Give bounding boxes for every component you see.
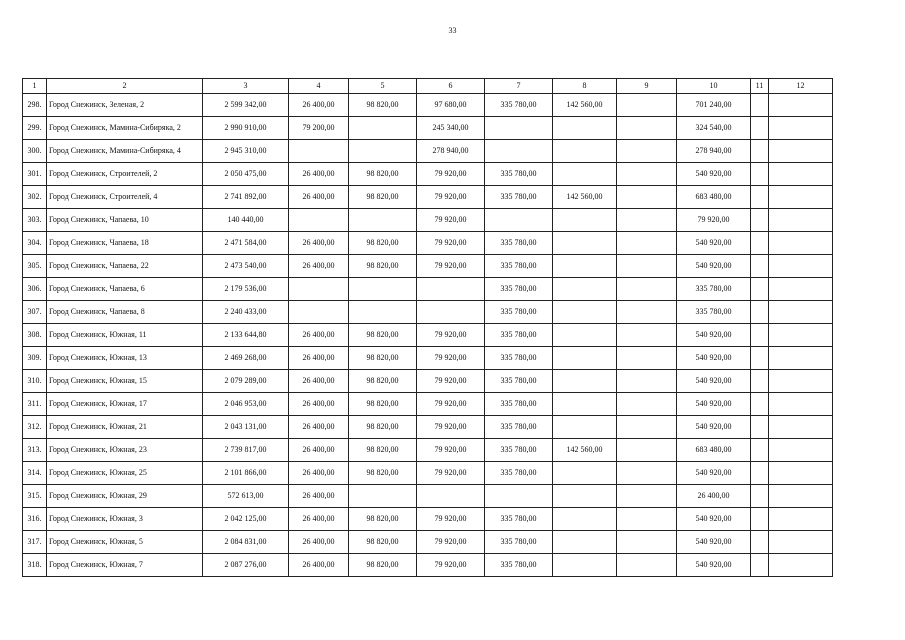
value-cell <box>751 255 769 278</box>
value-cell <box>769 301 833 324</box>
address-cell: Город Снежинск, Южная, 21 <box>47 416 203 439</box>
value-cell: 335 780,00 <box>485 393 553 416</box>
value-cell <box>617 462 677 485</box>
value-cell: 2 739 817,00 <box>203 439 289 462</box>
value-cell: 79 920,00 <box>417 508 485 531</box>
value-cell <box>553 255 617 278</box>
row-number-cell: 317. <box>23 531 47 554</box>
value-cell <box>617 324 677 347</box>
value-cell: 26 400,00 <box>289 439 349 462</box>
value-cell: 26 400,00 <box>289 393 349 416</box>
value-cell: 98 820,00 <box>349 347 417 370</box>
value-cell: 335 780,00 <box>485 163 553 186</box>
column-header-8: 8 <box>553 79 617 94</box>
value-cell <box>485 485 553 508</box>
value-cell: 335 780,00 <box>485 232 553 255</box>
value-cell <box>617 94 677 117</box>
value-cell: 2 133 644,80 <box>203 324 289 347</box>
row-number-cell: 302. <box>23 186 47 209</box>
table-row <box>23 186 833 209</box>
value-cell <box>769 462 833 485</box>
value-cell <box>769 186 833 209</box>
value-cell: 245 340,00 <box>417 117 485 140</box>
value-cell <box>769 117 833 140</box>
value-cell: 26 400,00 <box>289 186 349 209</box>
value-cell <box>553 301 617 324</box>
value-cell: 140 440,00 <box>203 209 289 232</box>
address-cell: Город Снежинск, Зеленая, 2 <box>47 94 203 117</box>
value-cell <box>769 347 833 370</box>
row-number-cell: 314. <box>23 462 47 485</box>
value-cell: 26 400,00 <box>289 531 349 554</box>
address-cell: Город Снежинск, Чапаева, 18 <box>47 232 203 255</box>
value-cell: 540 920,00 <box>677 324 751 347</box>
value-cell <box>769 485 833 508</box>
value-cell <box>289 140 349 163</box>
value-cell <box>553 554 617 577</box>
value-cell <box>349 485 417 508</box>
value-cell <box>553 531 617 554</box>
value-cell: 26 400,00 <box>289 163 349 186</box>
column-header-4: 4 <box>289 79 349 94</box>
value-cell <box>751 301 769 324</box>
value-cell <box>751 186 769 209</box>
value-cell <box>553 370 617 393</box>
value-cell <box>769 278 833 301</box>
value-cell <box>349 301 417 324</box>
value-cell: 335 780,00 <box>485 531 553 554</box>
value-cell <box>553 508 617 531</box>
table-row <box>23 370 833 393</box>
row-number-cell: 300. <box>23 140 47 163</box>
value-cell: 335 780,00 <box>485 301 553 324</box>
value-cell <box>751 508 769 531</box>
value-cell: 142 560,00 <box>553 186 617 209</box>
value-cell <box>617 370 677 393</box>
value-cell <box>751 94 769 117</box>
value-cell <box>617 439 677 462</box>
value-cell <box>553 324 617 347</box>
value-cell: 701 240,00 <box>677 94 751 117</box>
value-cell <box>751 347 769 370</box>
value-cell <box>553 462 617 485</box>
row-number-cell: 315. <box>23 485 47 508</box>
value-cell: 572 613,00 <box>203 485 289 508</box>
address-cell: Город Снежинск, Чапаева, 8 <box>47 301 203 324</box>
value-cell <box>485 209 553 232</box>
table-row <box>23 140 833 163</box>
value-cell <box>553 347 617 370</box>
value-cell <box>617 163 677 186</box>
value-cell <box>617 117 677 140</box>
table-row <box>23 163 833 186</box>
row-number-cell: 305. <box>23 255 47 278</box>
value-cell: 540 920,00 <box>677 232 751 255</box>
row-number-cell: 304. <box>23 232 47 255</box>
value-cell <box>769 554 833 577</box>
value-cell <box>289 209 349 232</box>
value-cell: 2 471 584,00 <box>203 232 289 255</box>
value-cell: 98 820,00 <box>349 554 417 577</box>
value-cell: 79 920,00 <box>417 209 485 232</box>
value-cell: 2 741 892,00 <box>203 186 289 209</box>
value-cell <box>617 508 677 531</box>
value-cell <box>617 531 677 554</box>
value-cell <box>553 232 617 255</box>
column-header-6: 6 <box>417 79 485 94</box>
value-cell: 79 920,00 <box>417 255 485 278</box>
column-header-10: 10 <box>677 79 751 94</box>
value-cell: 98 820,00 <box>349 393 417 416</box>
value-cell <box>769 439 833 462</box>
row-number-cell: 301. <box>23 163 47 186</box>
column-header-7: 7 <box>485 79 553 94</box>
address-cell: Город Снежинск, Строителей, 2 <box>47 163 203 186</box>
address-cell: Город Снежинск, Чапаева, 6 <box>47 278 203 301</box>
value-cell <box>769 94 833 117</box>
value-cell <box>751 370 769 393</box>
table-row <box>23 554 833 577</box>
row-number-cell: 318. <box>23 554 47 577</box>
value-cell <box>769 232 833 255</box>
value-cell: 26 400,00 <box>289 485 349 508</box>
table-row <box>23 485 833 508</box>
value-cell: 335 780,00 <box>485 255 553 278</box>
value-cell <box>751 416 769 439</box>
address-cell: Город Снежинск, Южная, 13 <box>47 347 203 370</box>
value-cell: 79 920,00 <box>417 416 485 439</box>
value-cell <box>553 485 617 508</box>
value-cell: 2 042 125,00 <box>203 508 289 531</box>
value-cell <box>769 324 833 347</box>
row-number-cell: 312. <box>23 416 47 439</box>
value-cell: 335 780,00 <box>485 278 553 301</box>
value-cell: 79 920,00 <box>417 232 485 255</box>
value-cell: 98 820,00 <box>349 416 417 439</box>
value-cell: 335 780,00 <box>677 301 751 324</box>
value-cell <box>349 117 417 140</box>
value-cell: 79 920,00 <box>417 439 485 462</box>
value-cell <box>289 278 349 301</box>
value-cell: 2 043 131,00 <box>203 416 289 439</box>
value-cell: 2 990 910,00 <box>203 117 289 140</box>
value-cell: 540 920,00 <box>677 370 751 393</box>
value-cell <box>553 209 617 232</box>
row-number-cell: 308. <box>23 324 47 347</box>
address-cell: Город Снежинск, Южная, 5 <box>47 531 203 554</box>
data-table <box>22 78 833 577</box>
address-cell: Город Снежинск, Южная, 3 <box>47 508 203 531</box>
value-cell: 79 920,00 <box>677 209 751 232</box>
value-cell: 79 920,00 <box>417 393 485 416</box>
value-cell: 98 820,00 <box>349 186 417 209</box>
value-cell: 335 780,00 <box>485 508 553 531</box>
address-cell: Город Снежинск, Мамина-Сибиряка, 2 <box>47 117 203 140</box>
row-number-cell: 307. <box>23 301 47 324</box>
value-cell: 2 469 268,00 <box>203 347 289 370</box>
table-row <box>23 531 833 554</box>
address-cell: Город Снежинск, Южная, 17 <box>47 393 203 416</box>
value-cell <box>751 117 769 140</box>
value-cell <box>751 439 769 462</box>
value-cell: 335 780,00 <box>485 186 553 209</box>
table-body <box>23 94 833 577</box>
value-cell: 79 920,00 <box>417 347 485 370</box>
value-cell <box>553 163 617 186</box>
value-cell: 98 820,00 <box>349 508 417 531</box>
value-cell <box>617 416 677 439</box>
value-cell <box>751 163 769 186</box>
column-header-11: 11 <box>751 79 769 94</box>
value-cell <box>769 209 833 232</box>
value-cell <box>617 209 677 232</box>
value-cell <box>617 186 677 209</box>
value-cell <box>751 140 769 163</box>
value-cell <box>617 301 677 324</box>
value-cell: 335 780,00 <box>485 347 553 370</box>
value-cell: 26 400,00 <box>289 416 349 439</box>
value-cell: 335 780,00 <box>677 278 751 301</box>
value-cell <box>349 278 417 301</box>
value-cell: 79 920,00 <box>417 370 485 393</box>
value-cell: 540 920,00 <box>677 255 751 278</box>
value-cell <box>769 370 833 393</box>
value-cell <box>553 140 617 163</box>
value-cell: 540 920,00 <box>677 554 751 577</box>
row-number-cell: 313. <box>23 439 47 462</box>
value-cell: 335 780,00 <box>485 416 553 439</box>
value-cell <box>751 554 769 577</box>
value-cell: 79 920,00 <box>417 324 485 347</box>
value-cell: 26 400,00 <box>289 232 349 255</box>
table-row <box>23 278 833 301</box>
value-cell: 142 560,00 <box>553 94 617 117</box>
value-cell: 2 240 433,00 <box>203 301 289 324</box>
value-cell <box>751 485 769 508</box>
value-cell: 540 920,00 <box>677 531 751 554</box>
value-cell: 2 079 289,00 <box>203 370 289 393</box>
value-cell <box>617 232 677 255</box>
row-number-cell: 303. <box>23 209 47 232</box>
table-row <box>23 439 833 462</box>
value-cell: 683 480,00 <box>677 186 751 209</box>
value-cell <box>553 416 617 439</box>
value-cell <box>349 140 417 163</box>
value-cell: 2 084 831,00 <box>203 531 289 554</box>
value-cell <box>751 278 769 301</box>
value-cell: 98 820,00 <box>349 94 417 117</box>
value-cell <box>751 209 769 232</box>
value-cell <box>769 393 833 416</box>
value-cell: 278 940,00 <box>677 140 751 163</box>
value-cell <box>617 278 677 301</box>
value-cell: 79 200,00 <box>289 117 349 140</box>
table-row <box>23 232 833 255</box>
value-cell <box>751 462 769 485</box>
value-cell: 2 087 276,00 <box>203 554 289 577</box>
value-cell: 540 920,00 <box>677 508 751 531</box>
value-cell: 2 046 953,00 <box>203 393 289 416</box>
value-cell: 26 400,00 <box>289 347 349 370</box>
page-number: 33 <box>448 26 457 35</box>
value-cell: 79 920,00 <box>417 531 485 554</box>
value-cell: 26 400,00 <box>677 485 751 508</box>
value-cell <box>485 117 553 140</box>
address-cell: Город Снежинск, Мамина-Сибиряка, 4 <box>47 140 203 163</box>
value-cell: 98 820,00 <box>349 255 417 278</box>
column-header-1: 1 <box>23 79 47 94</box>
value-cell: 540 920,00 <box>677 163 751 186</box>
address-cell: Город Снежинск, Южная, 7 <box>47 554 203 577</box>
value-cell: 26 400,00 <box>289 462 349 485</box>
table-row <box>23 347 833 370</box>
value-cell <box>751 531 769 554</box>
value-cell: 97 680,00 <box>417 94 485 117</box>
value-cell: 540 920,00 <box>677 416 751 439</box>
table-row <box>23 117 833 140</box>
row-number-cell: 299. <box>23 117 47 140</box>
value-cell <box>617 393 677 416</box>
address-cell: Город Снежинск, Чапаева, 22 <box>47 255 203 278</box>
table-row <box>23 393 833 416</box>
value-cell <box>617 554 677 577</box>
value-cell <box>751 393 769 416</box>
value-cell: 98 820,00 <box>349 324 417 347</box>
address-cell: Город Снежинск, Южная, 15 <box>47 370 203 393</box>
value-cell: 142 560,00 <box>553 439 617 462</box>
value-cell <box>769 140 833 163</box>
value-cell <box>485 140 553 163</box>
value-cell: 2 473 540,00 <box>203 255 289 278</box>
value-cell: 2 050 475,00 <box>203 163 289 186</box>
value-cell: 98 820,00 <box>349 163 417 186</box>
value-cell <box>769 416 833 439</box>
table-row <box>23 508 833 531</box>
value-cell: 26 400,00 <box>289 255 349 278</box>
address-cell: Город Снежинск, Южная, 23 <box>47 439 203 462</box>
value-cell <box>553 278 617 301</box>
value-cell: 335 780,00 <box>485 324 553 347</box>
value-cell: 335 780,00 <box>485 370 553 393</box>
table-row <box>23 255 833 278</box>
value-cell <box>417 278 485 301</box>
column-header-9: 9 <box>617 79 677 94</box>
value-cell <box>553 393 617 416</box>
value-cell <box>769 531 833 554</box>
value-cell: 2 179 536,00 <box>203 278 289 301</box>
value-cell: 335 780,00 <box>485 554 553 577</box>
row-number-cell: 306. <box>23 278 47 301</box>
value-cell: 324 540,00 <box>677 117 751 140</box>
value-cell: 2 945 310,00 <box>203 140 289 163</box>
value-cell: 79 920,00 <box>417 186 485 209</box>
value-cell <box>417 485 485 508</box>
value-cell: 26 400,00 <box>289 508 349 531</box>
value-cell: 278 940,00 <box>417 140 485 163</box>
value-cell <box>769 508 833 531</box>
value-cell: 335 780,00 <box>485 462 553 485</box>
value-cell <box>617 255 677 278</box>
table-row <box>23 416 833 439</box>
table-row <box>23 301 833 324</box>
value-cell: 98 820,00 <box>349 531 417 554</box>
value-cell: 79 920,00 <box>417 554 485 577</box>
address-cell: Город Снежинск, Южная, 29 <box>47 485 203 508</box>
value-cell: 540 920,00 <box>677 347 751 370</box>
value-cell <box>617 347 677 370</box>
value-cell <box>349 209 417 232</box>
value-cell: 2 101 866,00 <box>203 462 289 485</box>
column-header-12: 12 <box>769 79 833 94</box>
table-row <box>23 462 833 485</box>
value-cell <box>751 232 769 255</box>
value-cell: 79 920,00 <box>417 163 485 186</box>
value-cell: 540 920,00 <box>677 462 751 485</box>
value-cell <box>751 324 769 347</box>
value-cell: 335 780,00 <box>485 94 553 117</box>
value-cell: 683 480,00 <box>677 439 751 462</box>
value-cell: 98 820,00 <box>349 232 417 255</box>
value-cell: 79 920,00 <box>417 462 485 485</box>
address-cell: Город Снежинск, Южная, 11 <box>47 324 203 347</box>
value-cell: 2 599 342,00 <box>203 94 289 117</box>
value-cell: 98 820,00 <box>349 439 417 462</box>
value-cell: 26 400,00 <box>289 94 349 117</box>
row-number-cell: 316. <box>23 508 47 531</box>
table-row <box>23 94 833 117</box>
address-cell: Город Снежинск, Строителей, 4 <box>47 186 203 209</box>
value-cell: 26 400,00 <box>289 370 349 393</box>
value-cell: 26 400,00 <box>289 554 349 577</box>
row-number-cell: 298. <box>23 94 47 117</box>
header-row <box>23 79 833 94</box>
column-header-3: 3 <box>203 79 289 94</box>
table-row <box>23 209 833 232</box>
value-cell <box>769 163 833 186</box>
row-number-cell: 310. <box>23 370 47 393</box>
address-cell: Город Снежинск, Южная, 25 <box>47 462 203 485</box>
value-cell: 335 780,00 <box>485 439 553 462</box>
value-cell <box>617 140 677 163</box>
address-cell: Город Снежинск, Чапаева, 10 <box>47 209 203 232</box>
column-header-2: 2 <box>47 79 203 94</box>
value-cell: 540 920,00 <box>677 393 751 416</box>
value-cell <box>769 255 833 278</box>
value-cell: 98 820,00 <box>349 462 417 485</box>
value-cell <box>417 301 485 324</box>
value-cell: 98 820,00 <box>349 370 417 393</box>
row-number-cell: 311. <box>23 393 47 416</box>
table-row <box>23 324 833 347</box>
column-header-5: 5 <box>349 79 417 94</box>
value-cell <box>289 301 349 324</box>
value-cell: 26 400,00 <box>289 324 349 347</box>
value-cell <box>617 485 677 508</box>
row-number-cell: 309. <box>23 347 47 370</box>
value-cell <box>553 117 617 140</box>
